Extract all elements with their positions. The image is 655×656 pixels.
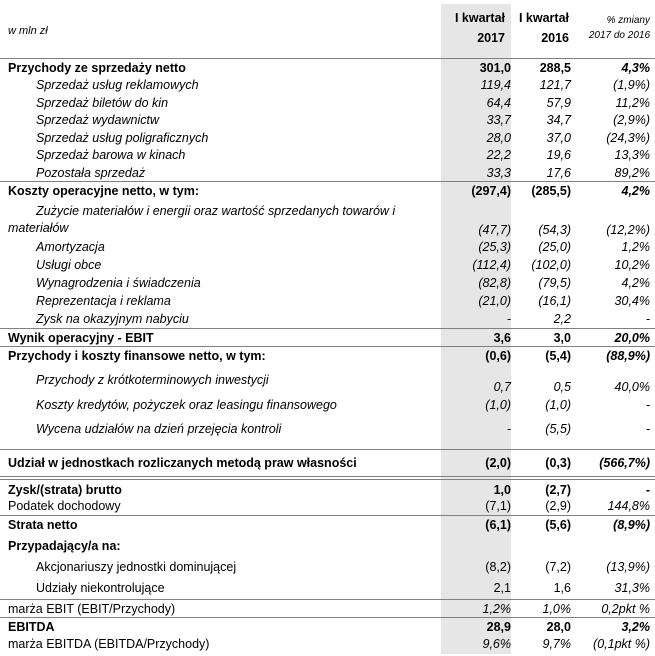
row-label: marża EBIT (EBIT/Przychody) [8,602,176,616]
row-label: Przychody z krótkoterminowych inwestycji [36,373,269,387]
col-change-line1: % zmiany [606,15,650,26]
value-change: (12,2%) [606,223,650,237]
value-change: (1,9%) [613,78,650,92]
value-2016: 19,6 [546,148,571,162]
row-label: EBITDA [8,620,55,634]
value-2016: 17,6 [546,166,571,180]
value-2017: 33,3 [486,166,511,180]
value-change: 11,2% [615,96,650,110]
value-2016: (285,5) [531,184,571,198]
table-row [0,312,655,329]
value-2017: 3,6 [493,331,511,345]
value-change: (88,9%) [606,349,650,363]
value-change: (0,1pkt %) [593,637,650,651]
value-2017: (112,4) [472,258,511,272]
value-change: 20,0% [614,331,650,345]
row-label: Udziały niekontrolujące [36,581,165,595]
value-2016: 3,0 [553,331,571,345]
row-label: Zysk/(strata) brutto [8,483,122,497]
row-label: Pozostała sprzedaż [36,166,146,180]
value-change: - [645,312,650,326]
value-change: (566,7%) [599,456,650,470]
value-2016: (2,9) [545,499,571,513]
value-change: - [645,398,650,412]
value-2017: 28,9 [486,620,511,634]
value-2017: (82,8) [478,276,511,290]
value-2016: 1,6 [553,581,571,595]
row-label: Koszty kredytów, pożyczek oraz leasingu finansowego [36,398,337,412]
table-row [0,499,655,516]
value-2017: (47,7) [478,223,511,237]
value-2016: 121,7 [539,78,571,92]
table-row [0,422,655,450]
row-label: Wycena udziałów na dzień przejęcia kontroli [36,422,282,436]
value-2016: 37,0 [546,131,571,145]
value-2017: (1,0) [485,398,511,412]
row-label: Wynik operacyjny - EBIT [8,331,154,345]
value-2016: 0,5 [553,380,571,394]
value-change: 4,3% [621,61,650,75]
row-label: Przypadający/a na: [8,539,121,553]
value-2017: 22,2 [486,148,511,162]
value-2017: (8,2) [485,560,511,574]
row-label: Sprzedaż wydawnictw [36,113,159,127]
value-2017: (297,4) [471,184,511,198]
table-header [0,0,655,59]
value-2016: (54,3) [538,223,571,237]
value-2017: 301,0 [479,61,511,75]
value-2016: (2,7) [545,483,571,497]
value-2017: 1,2% [482,602,511,616]
value-change: 89,2% [614,166,650,180]
row-label: Strata netto [8,518,78,532]
row-label: Sprzedaż usług poligraficznych [36,131,209,145]
value-2016: (7,2) [545,560,571,574]
value-change: 144,8% [607,499,650,513]
value-change: (2,9%) [613,113,650,127]
row-label: Sprzedaż biletów do kin [36,96,169,110]
value-2017: (2,0) [485,456,511,470]
col-2016-line2: 2016 [541,31,569,45]
row-label: Przychody i koszty finansowe netto, w tym: [8,349,266,363]
row-label: Usługi obce [36,258,102,272]
value-2017: 9,6% [482,637,511,651]
row-label: marża EBITDA (EBITDA/Przychody) [8,637,210,651]
value-change: 4,2% [621,276,650,290]
value-2017: 28,0 [486,131,511,145]
value-2016: (5,5) [545,422,571,436]
value-change: 3,2% [621,620,650,634]
table-row [0,61,655,78]
value-2017: (7,1) [485,499,511,513]
row-label: Koszty operacyjne netto, w tym: [8,184,200,198]
value-change: 10,2% [614,258,650,272]
table-row [0,602,655,618]
value-2016: (16,1) [538,294,571,308]
row-label: Zużycie materiałów i energii oraz wartość sprzedanych towarów i [36,204,396,218]
row-label: Reprezentacja i reklama [36,294,171,308]
value-2017: 2,1 [493,581,511,595]
value-2017: - [506,422,511,436]
value-change: 1,2% [621,240,650,254]
col-2017-line2: 2017 [477,31,505,45]
row-label: Sprzedaż usług reklamowych [36,78,199,92]
value-2016: (5,4) [545,349,571,363]
value-change: - [645,483,650,497]
value-2017: (6,1) [485,518,511,532]
value-2017: (0,6) [485,349,511,363]
row-label: Wynagrodzenia i świadczenia [36,276,201,290]
value-2017: 64,4 [486,96,511,110]
value-2016: 288,5 [539,61,571,75]
value-2016: 9,7% [542,637,571,651]
value-2016: (25,0) [538,240,571,254]
value-change: (8,9%) [613,518,650,532]
value-2017: - [506,312,511,326]
value-2016: (79,5) [538,276,571,290]
row-label: materiałów [8,221,69,235]
value-2016: (1,0) [545,398,571,412]
value-2017: 119,4 [480,78,511,92]
value-2016: 28,0 [546,620,571,634]
value-change: (24,3%) [606,131,650,145]
value-change: (13,9%) [606,560,650,574]
value-2017: 33,7 [486,113,511,127]
value-change: 13,3% [614,148,650,162]
col-2016-line1: I kwartał [518,11,569,25]
value-2017: (25,3) [478,240,511,254]
value-2016: 57,9 [546,96,571,110]
value-change: - [645,422,650,436]
unit-label: w mln zł [8,25,48,37]
value-2016: (5,6) [545,518,571,532]
value-2016: (102,0) [531,258,571,272]
row-label: Podatek dochodowy [8,499,121,513]
col-2017-line1: I kwartał [454,11,505,25]
row-label: Zysk na okazyjnym nabyciu [36,312,189,326]
value-change: 30,4% [614,294,650,308]
value-change: 4,2% [621,184,650,198]
table-row [0,331,655,347]
value-2017: 0,7 [493,380,511,394]
row-label: Sprzedaż barowa w kinach [36,148,186,162]
value-2016: (0,3) [545,456,571,470]
value-2016: 34,7 [546,113,571,127]
value-2017: (21,0) [478,294,511,308]
row-label: Udział w jednostkach rozliczanych metodą praw własności [8,456,357,470]
table-row [0,166,655,182]
value-2016: 2,2 [553,312,571,326]
table-row [0,479,655,497]
col-change-line2: 2017 do 2016 [588,30,650,41]
row-label: Przychody ze sprzedaży netto [8,61,186,75]
table-row [0,581,655,600]
row-label: Akcjonariuszy jednostki dominującej [36,560,237,574]
row-label: Amortyzacja [36,240,105,254]
value-2016: 1,0% [542,602,571,616]
value-change: 40,0% [614,380,650,394]
table-row [0,456,655,477]
value-change: 0,2pkt % [601,602,650,616]
value-change: 31,3% [614,581,650,595]
value-2017: 1,0 [493,483,511,497]
